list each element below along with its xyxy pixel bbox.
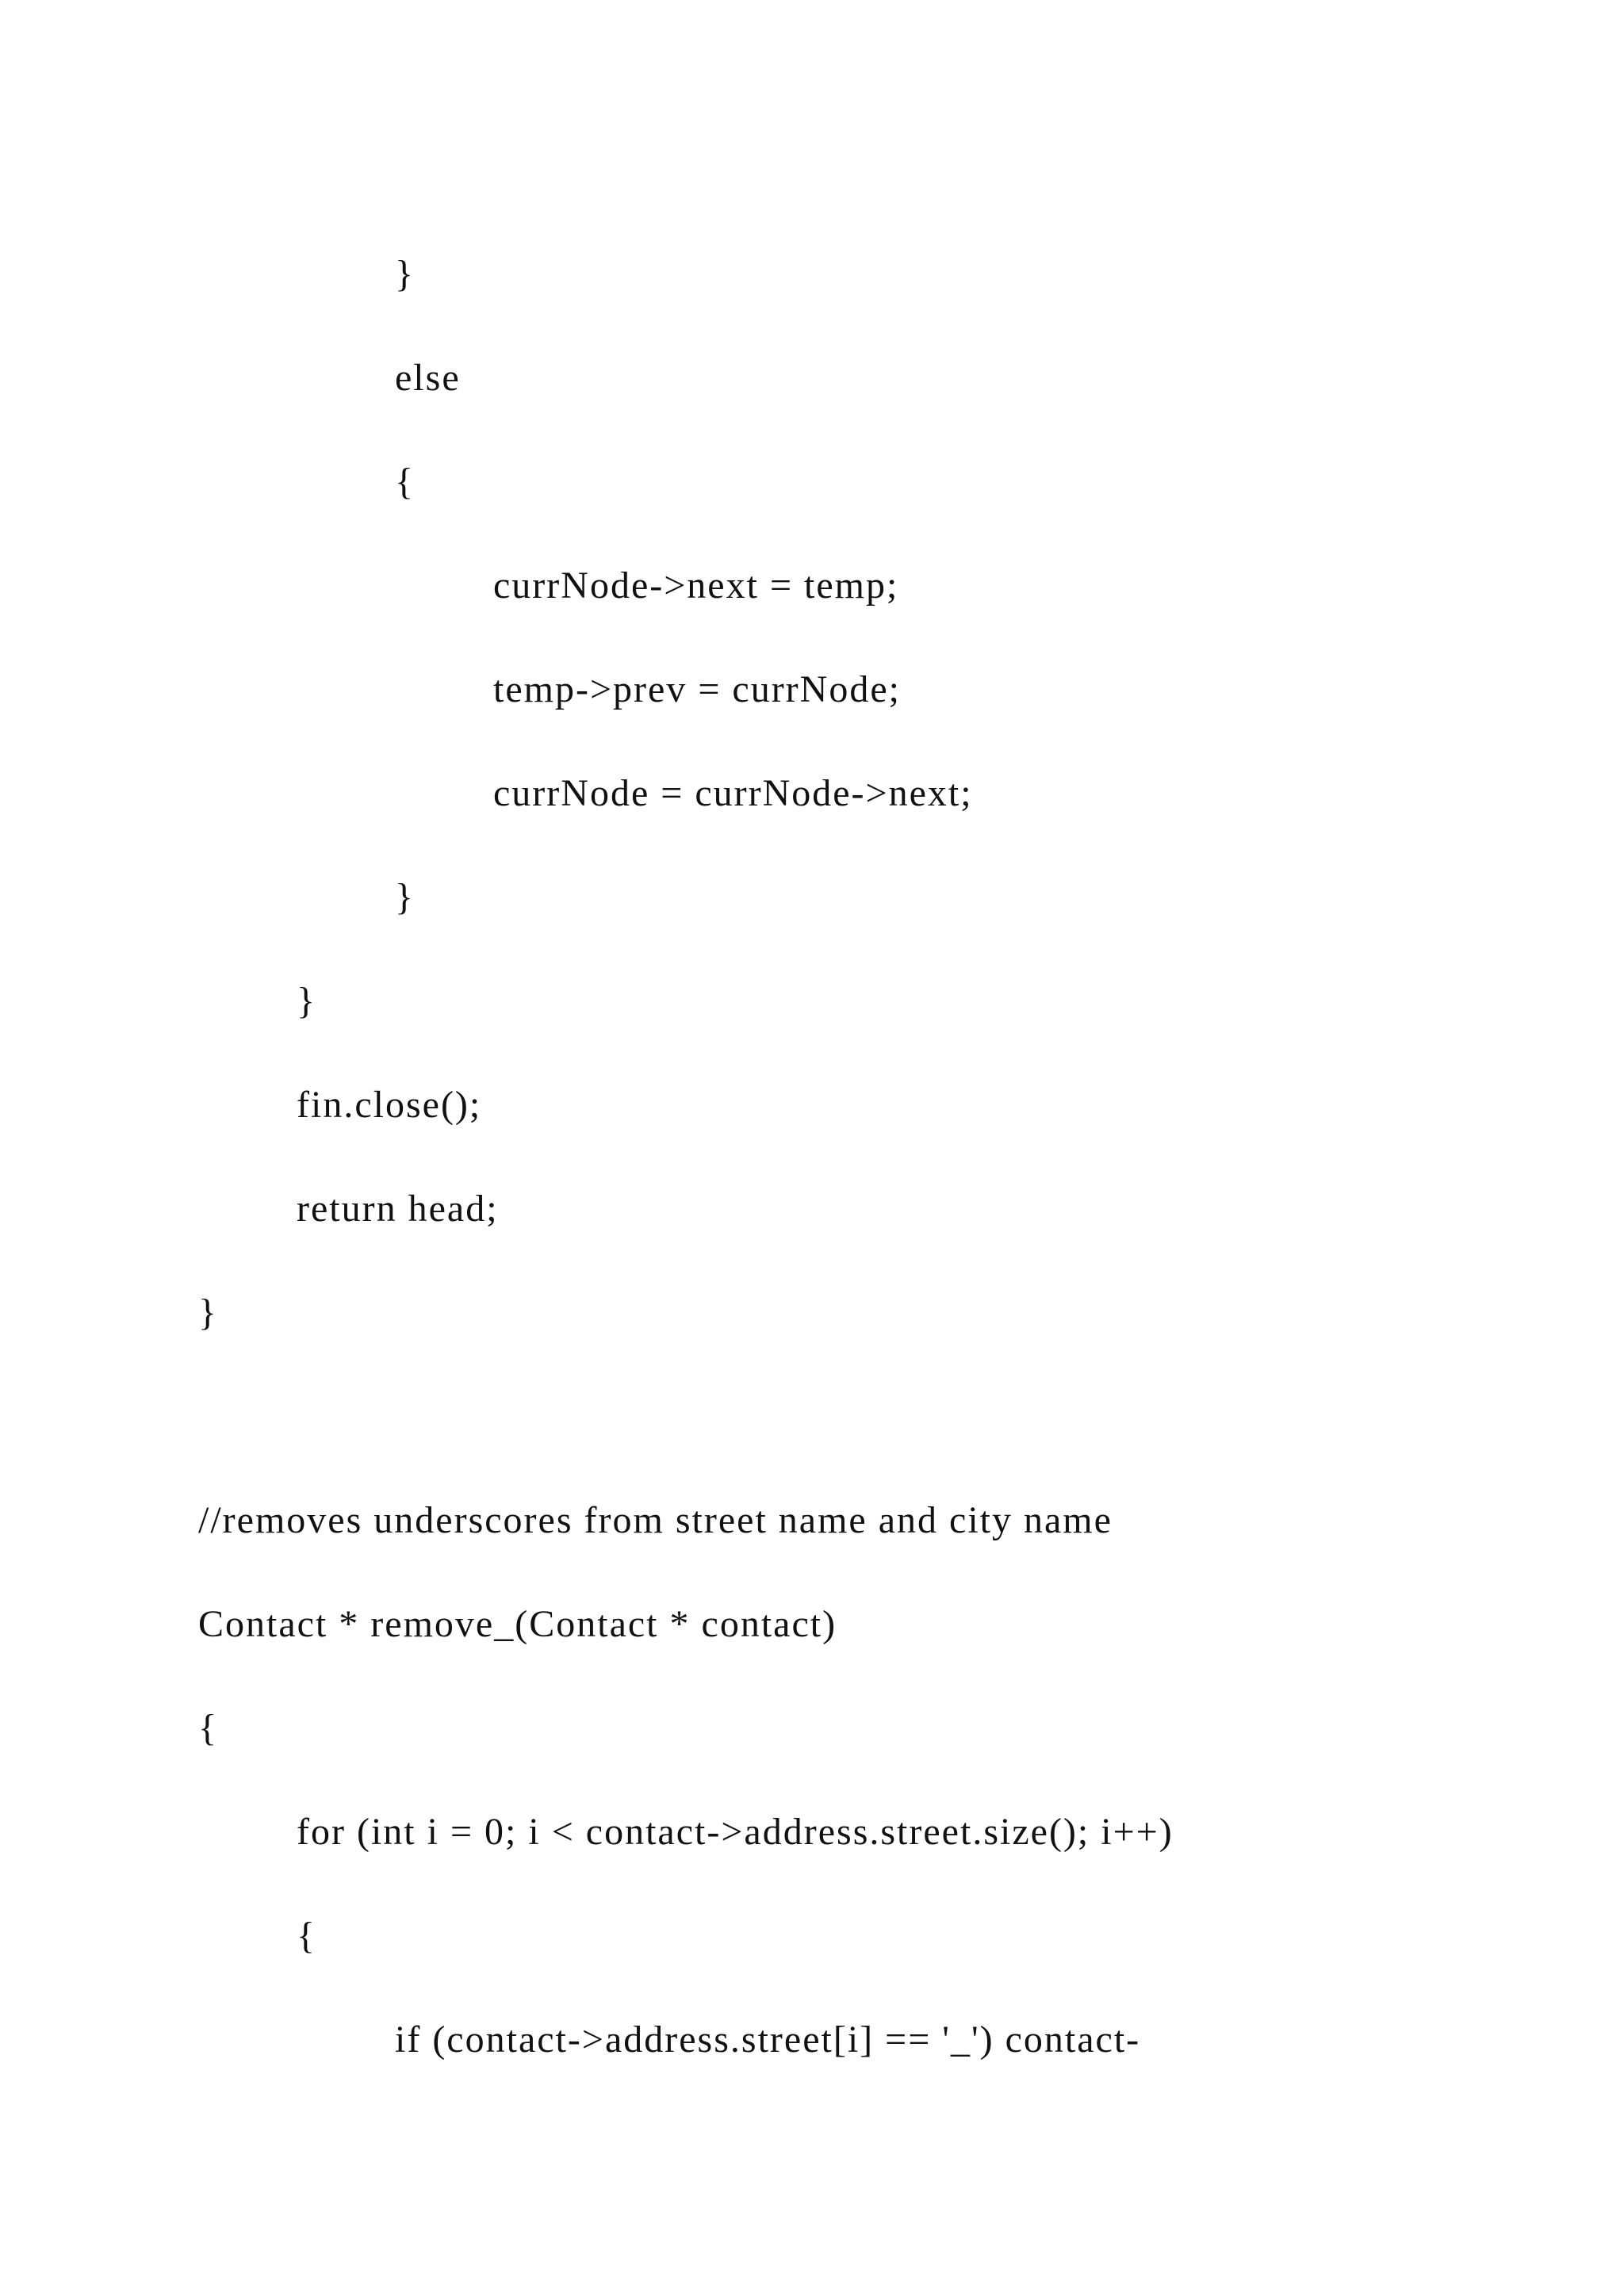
code-line: return head; bbox=[297, 1188, 499, 1230]
opening-brace: { bbox=[395, 461, 416, 503]
code-comment: //removes underscores from street name and city name bbox=[198, 1499, 1113, 1541]
function-signature: Contact * remove_(Contact * contact) bbox=[198, 1603, 837, 1645]
code-line: currNode->next = temp; bbox=[493, 564, 899, 607]
code-line: if (contact->address.street[i] == '_') contact- bbox=[395, 2019, 1141, 2061]
opening-brace: { bbox=[297, 1915, 317, 1957]
code-line: currNode = currNode->next; bbox=[493, 772, 973, 814]
closing-brace: } bbox=[395, 253, 416, 295]
closing-brace: } bbox=[198, 1292, 219, 1334]
opening-brace: { bbox=[198, 1707, 219, 1749]
code-line: fin.close(); bbox=[297, 1084, 482, 1126]
code-line: temp->prev = currNode; bbox=[493, 668, 901, 710]
closing-brace: } bbox=[395, 876, 416, 918]
else-keyword: else bbox=[395, 357, 461, 399]
for-loop-header: for (int i = 0; i < contact->address.street.size(); i++) bbox=[297, 1811, 1174, 1853]
closing-brace: } bbox=[297, 980, 317, 1022]
